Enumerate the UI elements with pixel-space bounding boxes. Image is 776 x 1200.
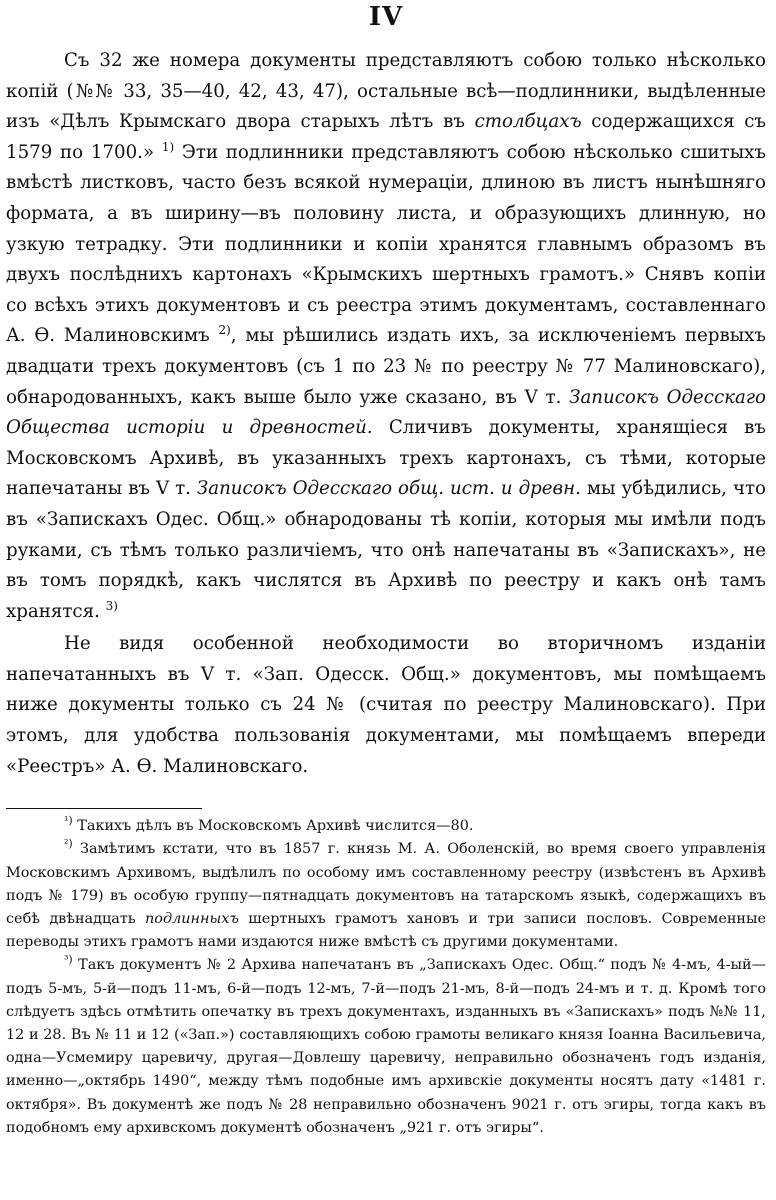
page-number: IV [368, 2, 404, 32]
footnote-2 [6, 838, 766, 954]
footnote-ref-2[interactable]: 2) [218, 323, 231, 338]
paragraph-2: Не видя особенной необходимости во вторичномъ изданіи напечатанныхъ въ V т. «Зап. Одесск. Общ.» документовъ, мы помѣщаемъ ниже документы только съ 24 № (считая по реестру Малиновскаго). При этомъ, для удобства пользованія документами, мы помѣщаемъ впереди «Реестръ» А. Ѳ. Малиновскаго. [6, 633, 766, 777]
footnote-3 [6, 954, 766, 1140]
footnote-marker: ³) [64, 953, 73, 967]
text-run: Сличивъ документы, хранящіеся въ Московскомъ Архивѣ, въ указанныхъ трехъ картонахъ, съ тѣми, которые напечатаны въ V т. [6, 417, 766, 500]
text-run: , мы рѣшились издать ихъ, за исключеніемъ первыхъ двадцати трехъ документовъ (съ 1 по 23 № по реестру № 77 Малиновскаго), обнародованныхъ, какъ выше было уже сказано, въ V т. [6, 325, 767, 408]
italic-run: столбцахъ [474, 111, 582, 133]
footnote-1 [6, 815, 766, 838]
text-run: мы убѣдились, что въ «Запискахъ Одес. Общ.» обнародованы тѣ копіи, которыя мы имѣли подъ руками, съ тѣмъ только различіемъ, что онѣ напечатаны въ «Запискахъ», не въ томъ порядкѣ, какъ числятся въ Архивѣ по реестру и какъ онѣ тамъ хранятся. [6, 478, 766, 622]
footnote-text: Такъ документъ № 2 Архива напечатанъ въ „Запискахъ Одес. Общ.“ подъ № 4-мъ, 4-ый—подъ 5-мъ, 5-й—подъ 11-мъ, 6-й—подъ 12-мъ, 7-й—подъ 21-мъ, 8-й—подъ 24-мъ и т. д. Кромѣ того слѣдуетъ здѣсь отмѣтить опечатку въ трехъ документахъ, изданныхъ въ «Запискахъ» подъ №№ 11, 12 и 28. Въ № 11 и 12 («Зап.») составляющихъ собою грамоты великаго князя Іоанна Васильевича, одна—Усмемиру царевичу, другая—Довлешу царевичу, неправильно обозначенъ годъ изданія, именно—„октябрь 1490“, между тѣмъ подобные имъ архивскіе документы носятъ дату «1481 г. октября». Въ документѣ же подъ № 28 неправильно обозначенъ 9021 г. отъ эгиры, тогда какъ въ подобномъ ему архивскомъ документѣ обозначенъ „921 г. отъ эгиры“. [6, 957, 766, 1136]
footnote-ref-1[interactable]: 1) [161, 139, 175, 154]
text-run: Эти подлинники представляютъ собою нѣсколько сшитыхъ вмѣстѣ листковъ, часто безъ всякой нумераціи, длиною въ листъ нынѣшняго формата, а въ ширину—въ половину листа, и образующихъ длинную, но узкую тетрадку. Эти подлинники и копіи хранятся главнымъ образомъ въ двухъ послѣднихъ картонахъ «Крымскихъ шертныхъ грамотъ.» Снявъ копіи со всѣхъ этихъ документовъ и съ реестра этимъ документамъ, составленнаго А. Ѳ. Малиновскимъ [6, 141, 766, 347]
footnote-text: шертныхъ грамотъ хановъ и три записи пословъ. Современные переводы этихъ грамотъ нами издаются ниже вмѣстѣ съ другими документами. [6, 911, 766, 951]
footnote-text: Замѣтимъ кстати, что въ 1857 г. князь М. А. Оболенскій, во время своего управленія Московскимъ Архивомъ, выдѣлилъ по особому имъ составленному реестру (извѣстенъ въ Архивѣ подъ № 179) въ особую группу—пятнадцать документовъ на татарскомъ языкѣ, содержащихъ въ себѣ двѣнадцать [6, 841, 766, 928]
footnote-marker: ²) [64, 837, 73, 851]
italic-run: Записокъ Одесскаго общ. ист. и древн. [196, 478, 581, 500]
main-text [6, 46, 766, 782]
italic-run: подлинныхъ [145, 911, 239, 928]
text-run: Съ 32 же номера документы представляютъ собою только нѣсколько копій (№№ 33, 35—40, 42, 43, 47), остальные всѣ—подлинники, выдѣленные изъ «Дѣлъ Крымскаго двора старыхъ лѣтъ въ [6, 50, 766, 133]
footnote-text: Такихъ дѣлъ въ Московскомъ Архивѣ числится—80. [72, 818, 474, 835]
footnote-marker: ¹) [64, 814, 73, 828]
text-run: содержащихся съ 1579 по 1700.» [6, 111, 766, 163]
footnote-ref-3[interactable]: 3) [105, 598, 118, 613]
footnote-divider [6, 808, 202, 809]
italic-run: Записокъ Одесскаго Общества исторіи и древностей. [6, 386, 767, 439]
footnotes [6, 815, 766, 1140]
paragraph-1 [6, 46, 766, 627]
